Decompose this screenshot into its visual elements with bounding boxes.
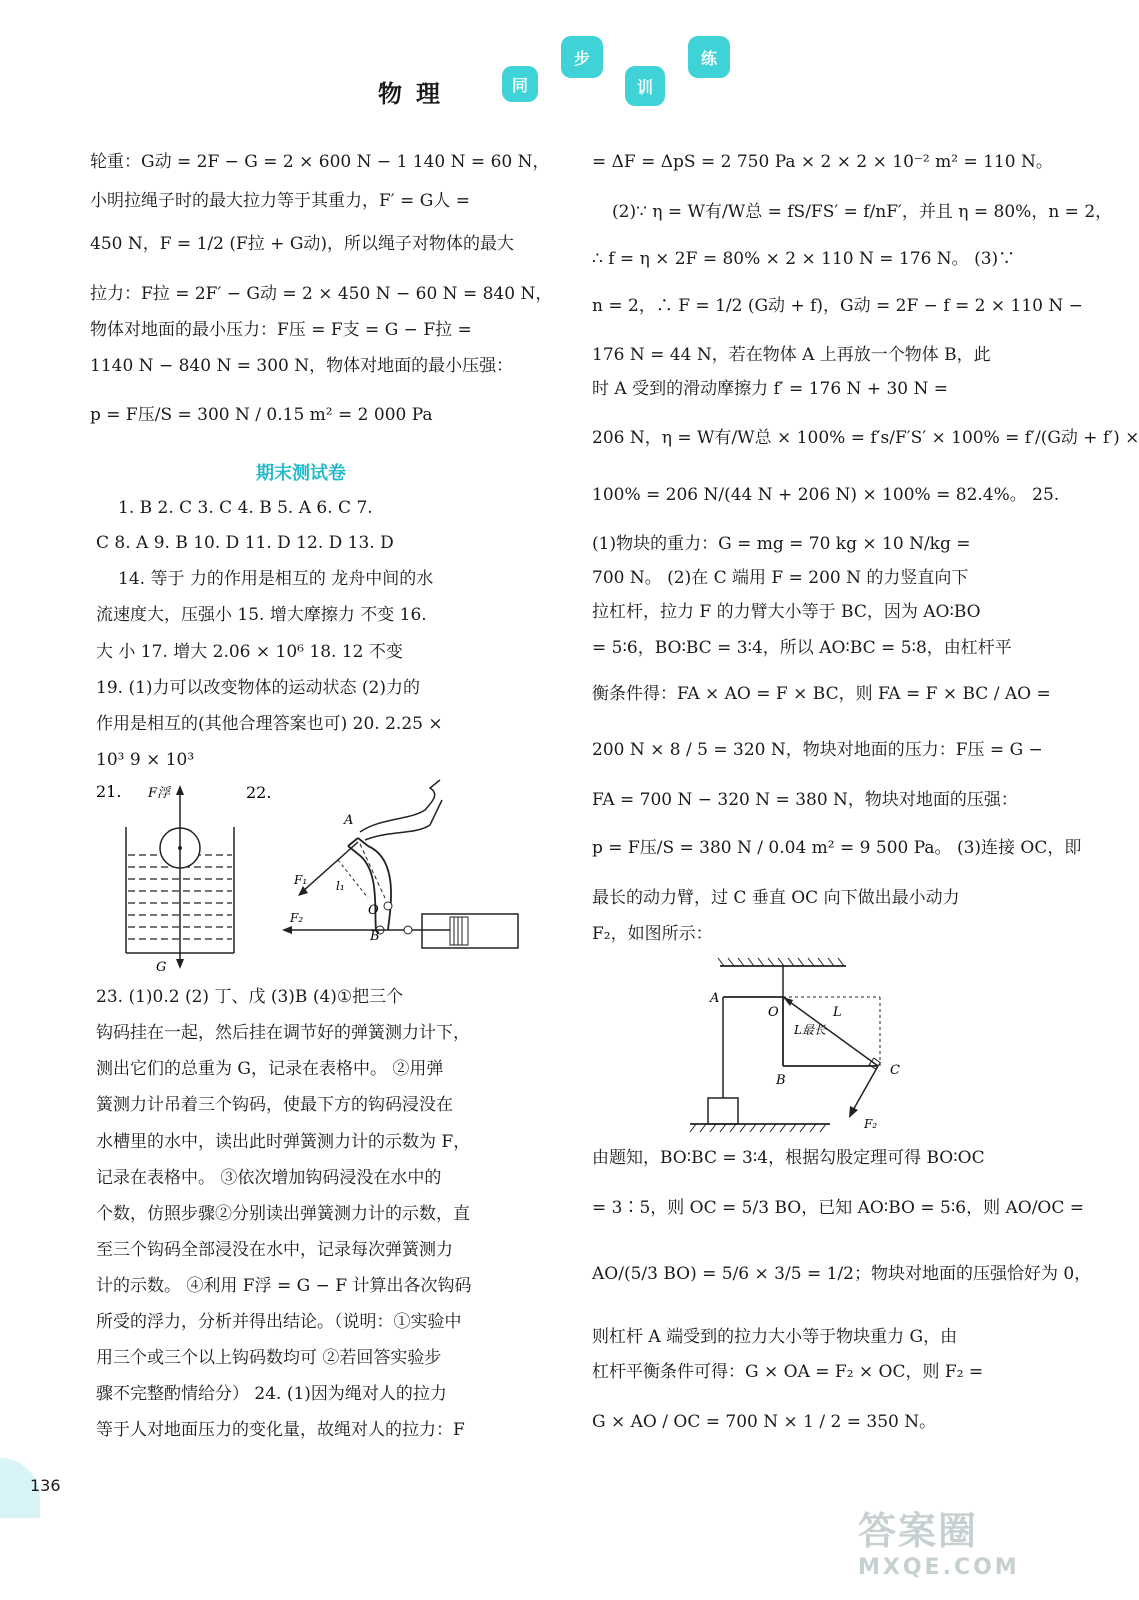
page-header-title: 物理 bbox=[378, 80, 454, 108]
text-line: F₂，如图所示： bbox=[592, 924, 713, 944]
point-o-label: O bbox=[768, 1005, 779, 1020]
text-line: 176 N = 44 N，若在物体 A 上再放一个物体 B，此 bbox=[592, 345, 991, 365]
text-line: 时 A 受到的滑动摩擦力 f′ = 176 N + 30 N = bbox=[592, 379, 949, 399]
force-f2-label: F₂ bbox=[290, 911, 304, 925]
page-number: 136 bbox=[30, 1476, 61, 1495]
text-line: 700 N。 (2)在 C 端用 F = 200 N 的力竖直向下 bbox=[592, 568, 969, 588]
text-line: n = 2，∴ F = 1/2 (G动 + f)，G动 = 2F − f = 2 × 110 N − bbox=[592, 296, 1083, 316]
text-line: = 5∶6，BO∶BC = 3∶4，所以 AO∶BC = 5∶8，由杠杆平 bbox=[592, 638, 1012, 658]
text-line: 用三个或三个以上钩码数均可 ②若回答实验步 bbox=[96, 1348, 442, 1368]
text-line: 衡条件得：FA × AO = F × BC，则 FA = F × BC / AO = bbox=[592, 684, 1051, 704]
text-line: 小明拉绳子时的最大拉力等于其重力，F′ = G人 = bbox=[90, 191, 470, 211]
section-title: 期末测试卷 bbox=[256, 463, 346, 484]
text-line: 1140 N − 840 N = 300 N，物体对地面的最小压强： bbox=[90, 356, 514, 376]
text-line: 最长的动力臂，过 C 垂直 OC 向下做出最小动力 bbox=[592, 888, 960, 908]
text-line: 簧测力计吊着三个钩码，使最下方的钩码浸没在 bbox=[96, 1095, 453, 1115]
text-line: 等于人对地面压力的变化量，故绳对人的拉力：F bbox=[96, 1420, 465, 1440]
text-line: FA = 700 N − 320 N = 380 N，物块对地面的压强： bbox=[592, 790, 1018, 810]
figure-21-label: 21. bbox=[96, 782, 122, 801]
text-line: 200 N × 8 / 5 = 320 N，物块对地面的压力：F压 = G − bbox=[592, 740, 1043, 760]
figure-22-foot-pedal bbox=[240, 780, 540, 950]
text-line: 流速度大，压强小 15. 增大摩擦力 不变 16. bbox=[96, 605, 427, 625]
text-line: p = F压/S = 380 N / 0.04 m² = 9 500 Pa。 (3)连接 OC，即 bbox=[592, 838, 1082, 858]
force-buoyancy-label: F浮 bbox=[148, 786, 171, 801]
text-line: 23. (1)0.2 (2) 丁、戊 (3)B (4)①把三个 bbox=[96, 987, 404, 1007]
text-line: 测出它们的总重为 G，记录在表格中。 ②用弹 bbox=[96, 1059, 444, 1079]
text-line: 100% = 206 N/(44 N + 206 N) × 100% = 82.4%。 25. bbox=[592, 485, 1060, 505]
text-line: 19. (1)力可以改变物体的运动状态 (2)力的 bbox=[96, 678, 421, 698]
text-line: 钩码挂在一起，然后挂在调节好的弹簧测力计下， bbox=[96, 1023, 470, 1043]
text-line: 14. 等于 力的作用是相互的 龙舟中间的水 bbox=[118, 569, 434, 589]
arm-l1-label: l₁ bbox=[336, 879, 345, 893]
force-gravity-label: G bbox=[156, 960, 167, 975]
text-line: 则杠杆 A 端受到的拉力大小等于物块重力 G，由 bbox=[592, 1327, 958, 1347]
text-line: 由题知，BO∶BC = 3∶4，根据勾股定理可得 BO∶OC bbox=[592, 1148, 985, 1168]
point-b-label: B bbox=[776, 1073, 786, 1088]
text-line: ∴ f = η × 2F = 80% × 2 × 110 N = 176 N。 (3)∵ bbox=[592, 249, 1016, 269]
header-badge-1: 同 bbox=[502, 66, 538, 102]
text-line: 作用是相互的(其他合理答案也可) 20. 2.25 × bbox=[96, 714, 443, 734]
text-line: 杠杆平衡条件可得：G × OA = F₂ × OC，则 F₂ = bbox=[592, 1362, 984, 1382]
watermark-url: MXQE.COM bbox=[858, 1555, 1020, 1580]
point-o-label: O bbox=[368, 903, 379, 918]
force-f1-label: F₁ bbox=[294, 873, 308, 887]
figure-22-label: 22. bbox=[246, 783, 272, 802]
header-badge-3: 训 bbox=[625, 66, 665, 106]
text-line: 水槽里的水中，读出此时弹簧测力计的示数为 F， bbox=[96, 1132, 471, 1152]
figure-25-lever bbox=[680, 950, 910, 1140]
point-b-label: B bbox=[370, 929, 380, 944]
text-line: 计的示数。 ④利用 F浮 = G − F 计算出各次钩码 bbox=[96, 1276, 472, 1296]
header-badge-2: 步 bbox=[561, 36, 603, 78]
length-l-label: L bbox=[833, 1005, 842, 1020]
text-line: 1. B 2. C 3. C 4. B 5. A 6. C 7. bbox=[118, 498, 373, 518]
text-line: = ΔF = ΔpS = 2 750 Pa × 2 × 2 × 10⁻² m² = 110 N。 bbox=[592, 152, 1053, 172]
text-line: 记录在表格中。 ③依次增加钩码浸没在水中的 bbox=[96, 1168, 442, 1188]
length-lmax-label: L最长 bbox=[794, 1023, 826, 1037]
text-line: 至三个钩码全部浸没在水中，记录每次弹簧测力 bbox=[96, 1240, 453, 1260]
point-c-label: C bbox=[890, 1063, 900, 1078]
watermark-text: 答案圈 bbox=[858, 1509, 979, 1553]
text-line: 450 N，F = 1/2 (F拉 + G动)，所以绳子对物体的最大 bbox=[90, 234, 515, 254]
point-a-label: A bbox=[710, 991, 720, 1006]
watermark-logo bbox=[858, 1500, 1068, 1595]
text-line: 10³ 9 × 10³ bbox=[96, 750, 195, 770]
point-a-label: A bbox=[344, 813, 354, 828]
text-line: 轮重：G动 = 2F − G = 2 × 600 N − 1 140 N = 60 N， bbox=[90, 152, 550, 172]
header-badge-4: 练 bbox=[688, 36, 730, 78]
cylinder bbox=[422, 914, 518, 948]
text-line: p = F压/S = 300 N / 0.15 m² = 2 000 Pa bbox=[90, 405, 433, 425]
text-line: 206 N，η = W有/W总 × 100% = f′s/F′S′ × 100% = f′/(G动 + f′) × bbox=[592, 428, 1139, 448]
text-line: G × AO / OC = 700 N × 1 / 2 = 350 N。 bbox=[592, 1412, 937, 1432]
text-line: 物体对地面的最小压力：F压 = F支 = G − F拉 = bbox=[90, 320, 472, 340]
text-line: 所受的浮力，分析并得出结论。（说明：①实验中 bbox=[96, 1312, 462, 1332]
force-f2-label: F₂ bbox=[864, 1117, 878, 1131]
text-line: 骤不完整酌情给分） 24. (1)因为绳对人的拉力 bbox=[96, 1384, 447, 1404]
figure-21-buoyancy bbox=[90, 775, 250, 980]
text-line: 拉杠杆，拉力 F 的力臂大小等于 BC，因为 AO∶BO bbox=[592, 602, 981, 622]
text-line: AO/(5/3 BO) = 5/6 × 3/5 = 1/2；物块对地面的压强恰好为 0， bbox=[592, 1264, 1092, 1284]
text-line: 大 小 17. 增大 2.06 × 10⁶ 18. 12 不变 bbox=[96, 642, 403, 662]
weight-block bbox=[708, 1098, 738, 1124]
text-line: 个数，仿照步骤②分别读出弹簧测力计的示数，直 bbox=[96, 1204, 470, 1224]
text-line: C 8. A 9. B 10. D 11. D 12. D 13. D bbox=[96, 533, 394, 553]
text-line: (2)∵ η = W有/W总 = fS/FS′ = f/nF′，并且 η = 80%，n = 2， bbox=[612, 202, 1113, 222]
text-line: 拉力：F拉 = 2F′ − G动 = 2 × 450 N − 60 N = 840 N， bbox=[90, 284, 553, 304]
text-line: = 3∶5，则 OC = 5/3 BO，已知 AO∶BO = 5∶6，则 AO/OC = bbox=[592, 1198, 1085, 1218]
text-line: (1)物块的重力：G = mg = 70 kg × 10 N/kg = bbox=[592, 534, 971, 554]
